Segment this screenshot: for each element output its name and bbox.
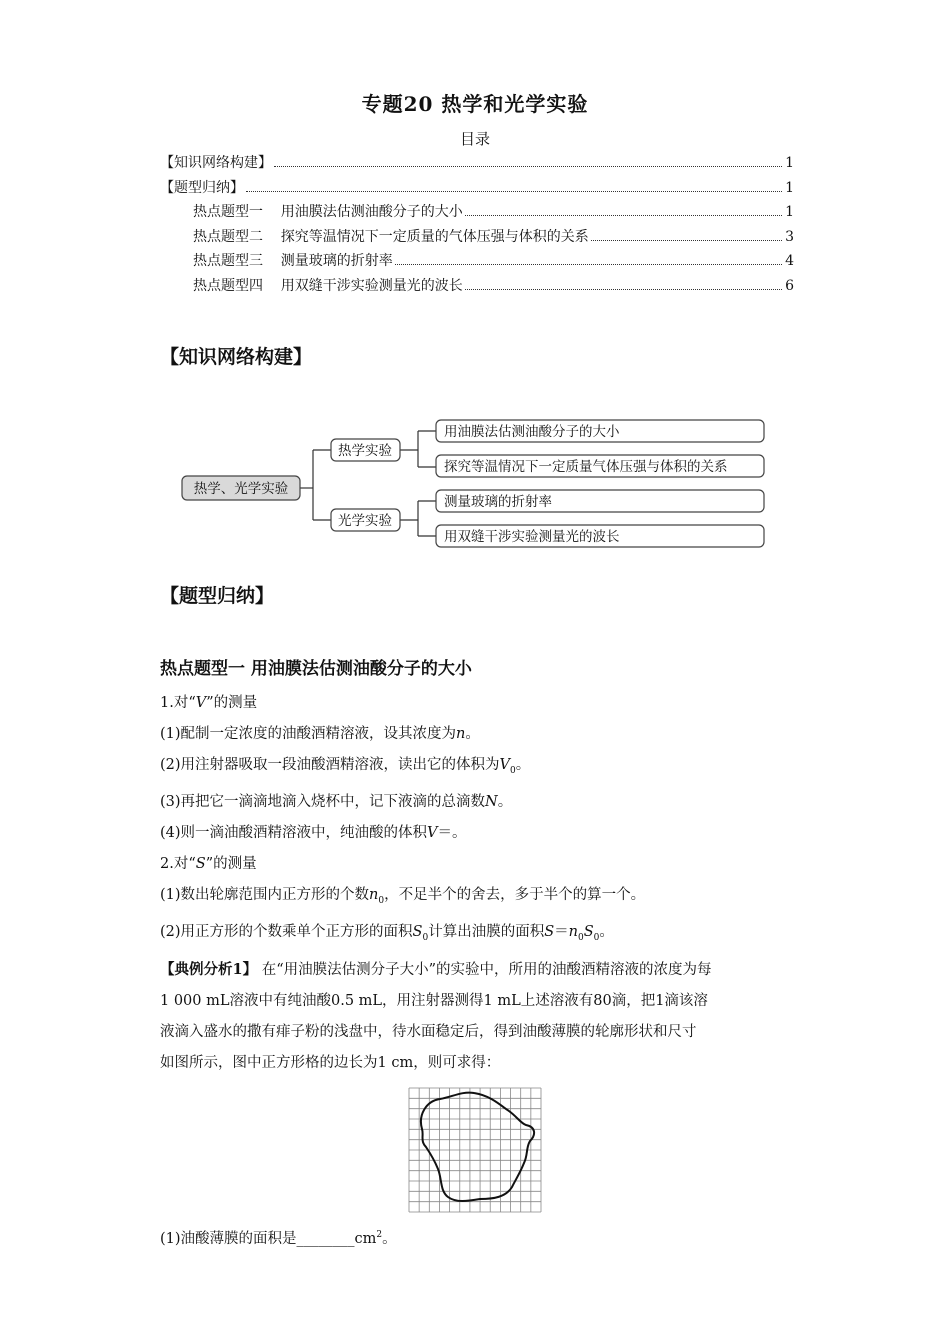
toc-entry-label: 热点题型三 测量玻璃的折射率 <box>193 253 393 269</box>
toc-leader-dots <box>274 166 782 167</box>
toc-leader-dots <box>465 215 782 216</box>
toc-entry[interactable] <box>160 201 794 226</box>
paragraph: (2)用正方形的个数乘单个正方形的面积$S_0$计算出油膜的面积$S=n_0S_0$。 <box>160 923 614 943</box>
toc-entry-label: 【题型归纳】 <box>160 179 244 196</box>
diagram-leaf-label: 探究等温情况下一定质量气体压强与体积的关系 <box>444 459 728 475</box>
toc-entry[interactable] <box>160 275 794 300</box>
toc-entry-page: 1 <box>785 204 794 220</box>
toc-leader-dots <box>246 191 782 192</box>
page-title: 专题20 热学和光学实验 <box>361 92 589 116</box>
body-text <box>160 688 796 1079</box>
knowledge-network-heading: 【知识网络构建】 <box>160 346 313 368</box>
diagram-root-label: 热学、光学实验 <box>193 481 289 497</box>
toc-entry-page: 6 <box>785 277 794 294</box>
example-tag: 【典例分析1】 <box>160 960 258 978</box>
paragraph: (1)配制一定浓度的油酸酒精溶液，设其浓度为n。 <box>160 726 480 742</box>
toc-entry[interactable] <box>160 177 794 202</box>
hot-type-1-heading: 热点题型一 用油膜法估测油酸分子的大小 <box>160 659 472 679</box>
paragraph: 2.对“S”的测量 <box>160 855 257 872</box>
paragraph: (1)数出轮廓范围内正方形的个数$n_0$，不足半个的舍去，多于半个的算一个。 <box>160 886 646 906</box>
toc-entry-label: 热点题型一 用油膜法估测油酸分子的大小 <box>193 204 463 220</box>
toc-entry-page: 1 <box>785 179 794 196</box>
toc-entry-label: 【知识网络构建】 <box>160 155 272 171</box>
toc-leader-dots <box>395 264 782 265</box>
diagram-branch-label: 光学实验 <box>338 513 392 529</box>
question-types-heading: 【题型归纳】 <box>160 585 275 607</box>
toc-entry-page: 3 <box>785 228 794 245</box>
toc-entry-page: 4 <box>785 253 794 269</box>
toc-heading: 目录 <box>459 130 490 148</box>
paragraph: (2)用注射器吸取一段油酸酒精溶液，读出它的体积为$V_0$。 <box>160 757 531 776</box>
toc-leader-dots <box>591 240 782 241</box>
paragraph: 1.对“V”的测量 <box>160 695 258 711</box>
paragraph: 液滴入盛水的撒有痱子粉的浅盘中，待水面稳定后，得到油酸薄膜的轮廓形状和尺寸 <box>160 1023 697 1040</box>
oil-film-grid-figure <box>408 1087 542 1213</box>
question-text <box>160 1220 796 1255</box>
paragraph: 1 000 mL溶液中有纯油酸0.5 mL，用注射器测得1 mL上述溶液有80滴，把1滴该溶 <box>160 992 708 1009</box>
paragraph: (3)再把它一滴滴地滴入烧杯中，记下液滴的总滴数N。 <box>160 793 513 810</box>
toc-entry[interactable] <box>160 152 794 177</box>
toc-entry[interactable] <box>160 250 794 275</box>
toc-entry[interactable] <box>160 226 794 251</box>
paragraph: 如图所示，图中正方形格的边长为1 cm，则可求得： <box>160 1054 501 1071</box>
question-1: (1)油酸薄膜的面积是$\_\_\_\_\_\_\_\_cm^2$。 <box>160 1230 397 1247</box>
toc-entry-label: 热点题型二 探究等温情况下一定质量的气体压强与体积的关系 <box>193 228 589 245</box>
toc-leader-dots <box>465 289 782 290</box>
toc-entry-label: 热点题型四 用双缝干涉实验测量光的波长 <box>193 277 463 294</box>
knowledge-network-diagram <box>178 412 770 554</box>
paragraph: (4)则一滴油酸酒精溶液中，纯油酸的体积V＝。 <box>160 824 467 841</box>
diagram-leaf-label: 测量玻璃的折射率 <box>444 494 552 510</box>
diagram-branch-label: 热学实验 <box>338 443 392 459</box>
table-of-contents <box>160 152 794 299</box>
diagram-leaf-label: 用油膜法估测油酸分子的大小 <box>444 424 620 440</box>
example-paragraph: 【典例分析1】 在“用油膜法估测分子大小”的实验中，所用的油酸酒精溶液的浓度为每 <box>160 960 712 978</box>
toc-entry-page: 1 <box>785 155 794 171</box>
diagram-leaf-label: 用双缝干涉实验测量光的波长 <box>444 529 620 545</box>
